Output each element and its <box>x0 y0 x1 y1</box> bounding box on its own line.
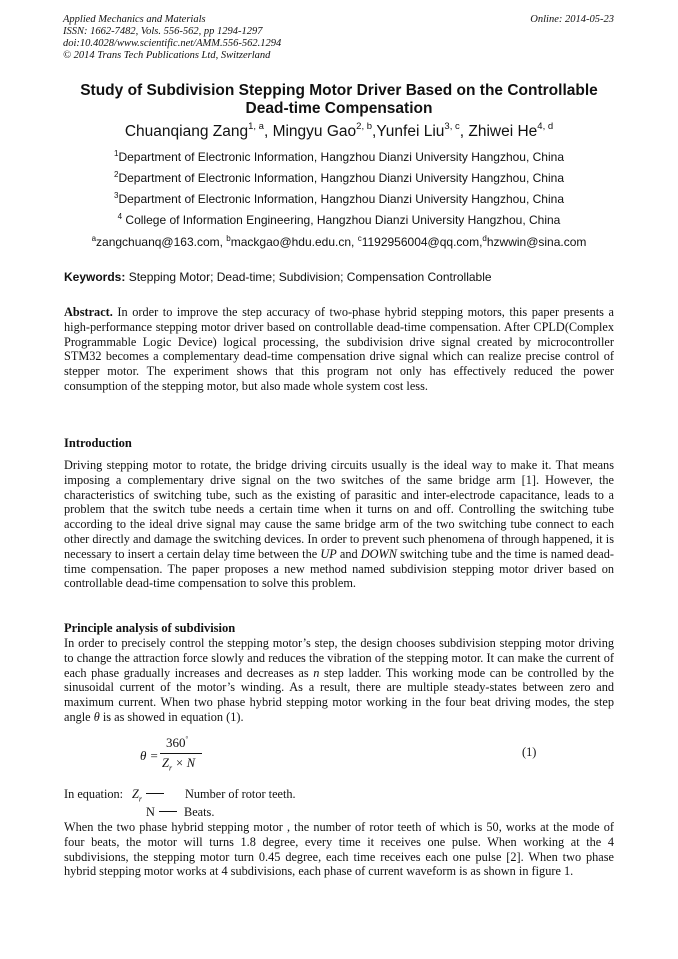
author: Chuanqiang Zang$^{1, a}$, <box>124 121 273 140</box>
keywords <box>64 270 492 284</box>
issn-line: ISSN: 1662-7482, Vols. 556-562, pp 1294-1297 <box>63 26 263 37</box>
author: Mingyu Gao$^{2, b}$, <box>272 121 377 140</box>
equation-number: (1) <box>522 745 537 759</box>
abstract-label: Abstract. <box>64 305 113 319</box>
abstract <box>64 305 614 394</box>
n-definition: Beats. <box>184 805 215 819</box>
equation-numerator: 360° <box>166 735 189 750</box>
affiliation-2: $^2$Department of Electronic Information, Hangzhou Dianzi University Hangzhou, China <box>113 170 564 185</box>
email-list: $^a$zangchuanq@163.com, $^b$mackgao@hdu.edu.cn, $^c$1192956004@qq.com,$^d$hzwwin@sina.com <box>91 234 587 249</box>
principle-heading: Principle analysis of subdivision <box>64 621 236 635</box>
abstract-text: In order to improve the step accuracy of two-phase hybrid stepping motors, this paper presents a high-performance stepping motor driver based on controllable dead-time compensation. After CPLD(Complex Programmable Logic Device) logical processing, the subdivision drive signal created by microcontroller STM32 becomes a complementary dead-time compensation drive signal which can realize precise control of stepper motor. The experiment shows that this program not only has effectively reduced the power consumption of the stepping motor, but also made whole system cost less. <box>64 305 614 393</box>
email-link[interactable]: 1192956004@qq.com, <box>361 235 483 249</box>
journal-name: Applied Mechanics and Materials <box>63 14 206 25</box>
keywords-label: Keywords: <box>64 270 126 284</box>
closing-paragraph: When the two phase hybrid stepping motor , the number of rotor teeth of which is 50, works at the mode of four beats, the motor will turns 1.8 degree, every time it receives one pulse. When working at the 4 subdivisions, the stepping motor turn 0.45 degree, each time receives each one pulse [2]. When two phase hybrid stepping motor works at 4 subdivisions, each phase of current waveform is as shown in figure 1. <box>64 820 614 879</box>
n-symbol: N <box>146 804 181 820</box>
copyright-line: © 2014 Trans Tech Publications Ltd, Switzerland <box>63 50 271 61</box>
email-link[interactable]: zangchuanq@163.com, <box>96 235 227 249</box>
zr-definition: Number of rotor teeth. <box>185 787 296 801</box>
keywords-text: Stepping Motor; Dead-time; Subdivision; Compensation Controllable <box>125 270 492 284</box>
title-line-2: Dead-time Compensation <box>245 100 433 117</box>
email-link[interactable]: hzwwin@sina.com <box>486 235 587 249</box>
author: Yunfei Liu$^{3, c}$, <box>376 121 469 140</box>
equation-1 <box>140 737 250 775</box>
affiliation-1: $^1$Department of Electronic Information, Hangzhou Dianzi University Hangzhou, China <box>113 149 564 164</box>
equation-lhs: θ = <box>140 748 159 763</box>
zr-symbol: $Z_r$ <box>132 786 168 807</box>
fraction-bar <box>160 753 202 754</box>
equation-denominator: $Z_r \times N$ <box>162 756 196 773</box>
definitions-label: In equation: <box>64 787 124 801</box>
title-line-1: Study of Subdivision Stepping Motor Driver Based on the Controllable <box>80 82 598 99</box>
affiliation-4: $^4$ College of Information Engineering, Hangzhou Dianzi University Hangzhou, China <box>117 212 561 227</box>
journal-header <box>63 14 281 62</box>
author: Zhiwei He$^{4, d}$ <box>468 121 554 140</box>
paper-title <box>40 82 638 118</box>
email-link[interactable]: mackgao@hdu.edu.cn, <box>230 235 358 249</box>
online-date: Online: 2014-05-23 <box>530 14 614 25</box>
doi-line: doi:10.4028/www.scientific.net/AMM.556-562.1294 <box>63 38 282 49</box>
affiliation-3: $^3$Department of Electronic Information, Hangzhou Dianzi University Hangzhou, China <box>113 191 564 206</box>
introduction-text: Driving stepping motor to rotate, the bridge driving circuits usually is the ideal way to make it. That means imposing a complementary drive signal on the two switches of the same bridge arm [1]. However, the characteristics of switching tube, such as the existing of parasitic and inter-electrode capacitance, leads to a problem that the switch tube needs a certain time when it turns on and off. Controlling the switching tube according to the ideal drive signal may cause the same bridge arm of the two switching tube connect to each other directly and damage the switching devices. In order to prevent such phenomena of through happened, it is necessary to insert a certain delay time between the UP and DOWN switching tube and the time is named dead-time compensation. The paper proposes a new method named subdivision stepping motor driver based on controllable dead-time compensation to solve this problem. <box>64 458 615 591</box>
principle-text: In order to precisely control the stepping motor’s step, the design chooses subdivision stepping motor driving to change the attraction force slowly and reduces the vibration of the stepping motor. It can make the current of each phase gradually increases and decreases as n step ladder. This working mode can be controlled by the sinusoidal current of the motor’s winding. As a result, there are multiple steady-states between zero and maximum current. When two phase hybrid stepping motor working in the four beat driving modes, the step angle θ is as showed in equation (1). <box>64 636 614 724</box>
introduction-heading: Introduction <box>64 436 132 450</box>
author-list <box>30 122 648 142</box>
